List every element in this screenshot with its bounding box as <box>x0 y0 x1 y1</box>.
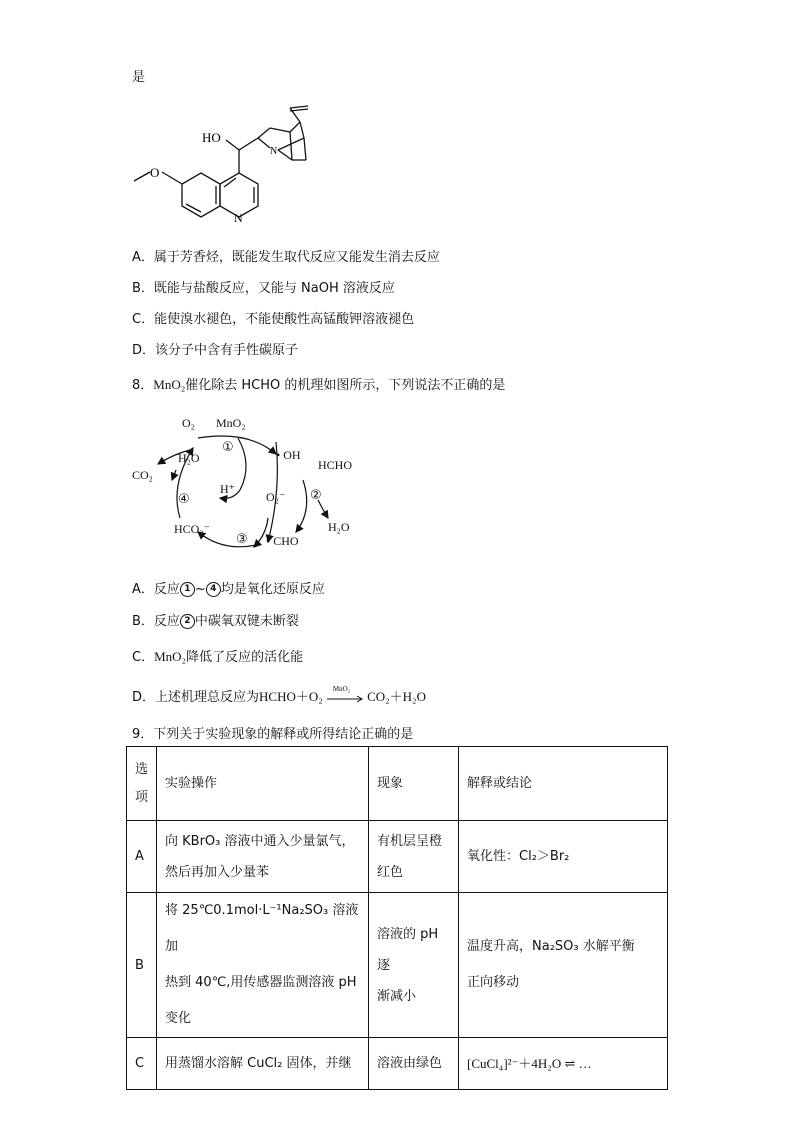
q8-label-h2o-right: H₂O <box>328 520 350 534</box>
row-a-ph-line2: 红色 <box>377 864 404 880</box>
q8-option-c <box>132 646 303 665</box>
q8-option-c-prefix: C． <box>132 650 155 665</box>
q8-option-a <box>132 578 325 597</box>
row-a-phenomenon <box>369 821 459 893</box>
q7-molecule-diagram <box>130 98 330 228</box>
q8-option-a-tilde: ~ <box>194 582 206 597</box>
q8-mechanism-arrows <box>128 410 368 560</box>
row-a-conclusion: 氧化性：Cl₂＞Br₂ <box>459 821 668 893</box>
circled-1: 1 <box>180 582 195 597</box>
row-c-conclusion: [CuCl₄]²⁻＋4H₂O ⇌ … <box>459 1038 668 1090</box>
header-conclusion: 解释或结论 <box>459 747 668 821</box>
row-a-operation <box>157 821 369 893</box>
q8-label-o2: O₂ <box>182 416 195 430</box>
q7-ring-n-label: N <box>234 211 243 225</box>
q8-option-d-prefix: D．上述机理总反应为 <box>132 690 260 705</box>
header-phenomenon: 现象 <box>369 747 459 821</box>
row-b-op-line2: 热到 40℃,用传感器监测溶液 pH <box>165 975 357 990</box>
q8-stem-text: 催化除去 HCHO 的机理如图所示，下列说法不正确的是 <box>185 378 506 393</box>
row-b-op-line3: 变化 <box>165 1011 192 1026</box>
row-c-option: C <box>127 1038 157 1090</box>
q8-label-co2: CO₂ <box>132 468 153 482</box>
q9-table <box>126 746 668 1090</box>
row-c-operation: 用蒸馏水溶解 CuCl₂ 固体，并继 <box>157 1038 369 1090</box>
q7-option-d: D．该分子中含有手性碳原子 <box>132 343 299 358</box>
q8-step-1: ① <box>222 440 234 455</box>
q8-option-b <box>132 610 299 629</box>
q7-stem-tail: 是 <box>132 70 146 85</box>
q7-option-c: C．能使溴水褪色，不能使酸性高锰酸钾溶液褪色 <box>132 312 415 327</box>
q8-step-3: ③ <box>236 532 248 547</box>
row-b-con-line2: 正向移动 <box>467 975 520 990</box>
table-header-row <box>127 747 668 821</box>
q8-label-mno2: MnO₂ <box>216 416 246 430</box>
row-b-ph-line1: 溶液的 pH 逐 <box>377 926 439 973</box>
q9-stem: 9．下列关于实验现象的解释或所得结论正确的是 <box>132 727 414 742</box>
q8-label-cho-radical: • CHO <box>266 534 299 548</box>
row-b-con-line1: 温度升高，Na₂SO₃ 水解平衡 <box>467 939 635 954</box>
row-b-ph-line2: 渐减小 <box>377 988 417 1004</box>
table-row <box>127 1038 668 1090</box>
table-row <box>127 821 668 893</box>
q8-stem-formula: MnO₂ <box>153 377 186 392</box>
q7-option-b: B．既能与盐酸反应，又能与 NaOH 溶液反应 <box>132 281 395 296</box>
q8-label-h-plus: H⁺ <box>220 482 235 496</box>
q8-step-4: ④ <box>178 492 190 507</box>
row-a-op-line2: 然后再加入少量苯 <box>165 864 270 880</box>
header-option-line1: 选 <box>135 761 149 777</box>
q8-option-c-formula: MnO₂ <box>154 649 187 664</box>
q7-bridge-n-label: N <box>270 146 278 157</box>
row-c-phenomenon: 溶液由绿色 <box>369 1038 459 1090</box>
row-a-ph-line1: 有机层呈橙 <box>377 833 443 849</box>
q8-label-h2o-left: H₂O <box>178 451 200 465</box>
q8-option-a-text: 均是氧化还原反应 <box>220 582 325 597</box>
row-a-option: A <box>127 821 157 893</box>
circled-2: 2 <box>180 614 195 629</box>
q8-stem <box>132 374 505 393</box>
q8-option-a-prefix: A．反应 <box>132 582 180 597</box>
q8-option-b-prefix: B．反应 <box>132 614 180 629</box>
q8-option-c-text: 降低了反应的活化能 <box>186 650 304 665</box>
q8-option-d-products: CO₂＋H₂O <box>367 689 426 704</box>
row-b-operation <box>157 893 369 1038</box>
table-row <box>127 893 668 1038</box>
q8-number: 8． <box>132 378 154 393</box>
q8-step-2: ② <box>310 488 322 503</box>
q8-option-b-text: 中碳氧双键未断裂 <box>194 614 299 629</box>
q8-label-hcho: HCHO <box>318 458 353 472</box>
header-operation: 实验操作 <box>157 747 369 821</box>
row-a-op-line1: 向 KBrO₃ 溶液中通入少量氯气， <box>165 833 355 849</box>
header-option <box>127 747 157 821</box>
circled-4: 4 <box>206 582 221 597</box>
row-b-phenomenon <box>369 893 459 1038</box>
header-option-line2: 项 <box>135 789 149 805</box>
q7-oh-label: HO <box>202 130 221 145</box>
q8-label-oh-radical: • OH <box>276 448 301 462</box>
q8-mechanism-diagram <box>128 410 368 560</box>
row-b-op-line1: 将 25℃0.1mol·L⁻¹Na₂SO₃ 溶液加 <box>165 903 359 954</box>
catalyst-label: MnO₂ <box>332 684 351 693</box>
q8-option-d <box>132 686 426 705</box>
row-b-conclusion <box>459 893 668 1038</box>
q8-option-d-reactants: HCHO＋O₂ <box>259 689 323 704</box>
q7-option-a: A．属于芳香烃，既能发生取代反应又能发生消去反应 <box>132 250 440 265</box>
catalyst-arrow <box>327 684 363 705</box>
row-b-option: B <box>127 893 157 1038</box>
q8-label-hco3: HCO₃⁻ <box>174 522 210 536</box>
svg-text:O: O <box>150 165 160 180</box>
q8-label-o2-radical: O₂⁻ <box>266 490 286 504</box>
